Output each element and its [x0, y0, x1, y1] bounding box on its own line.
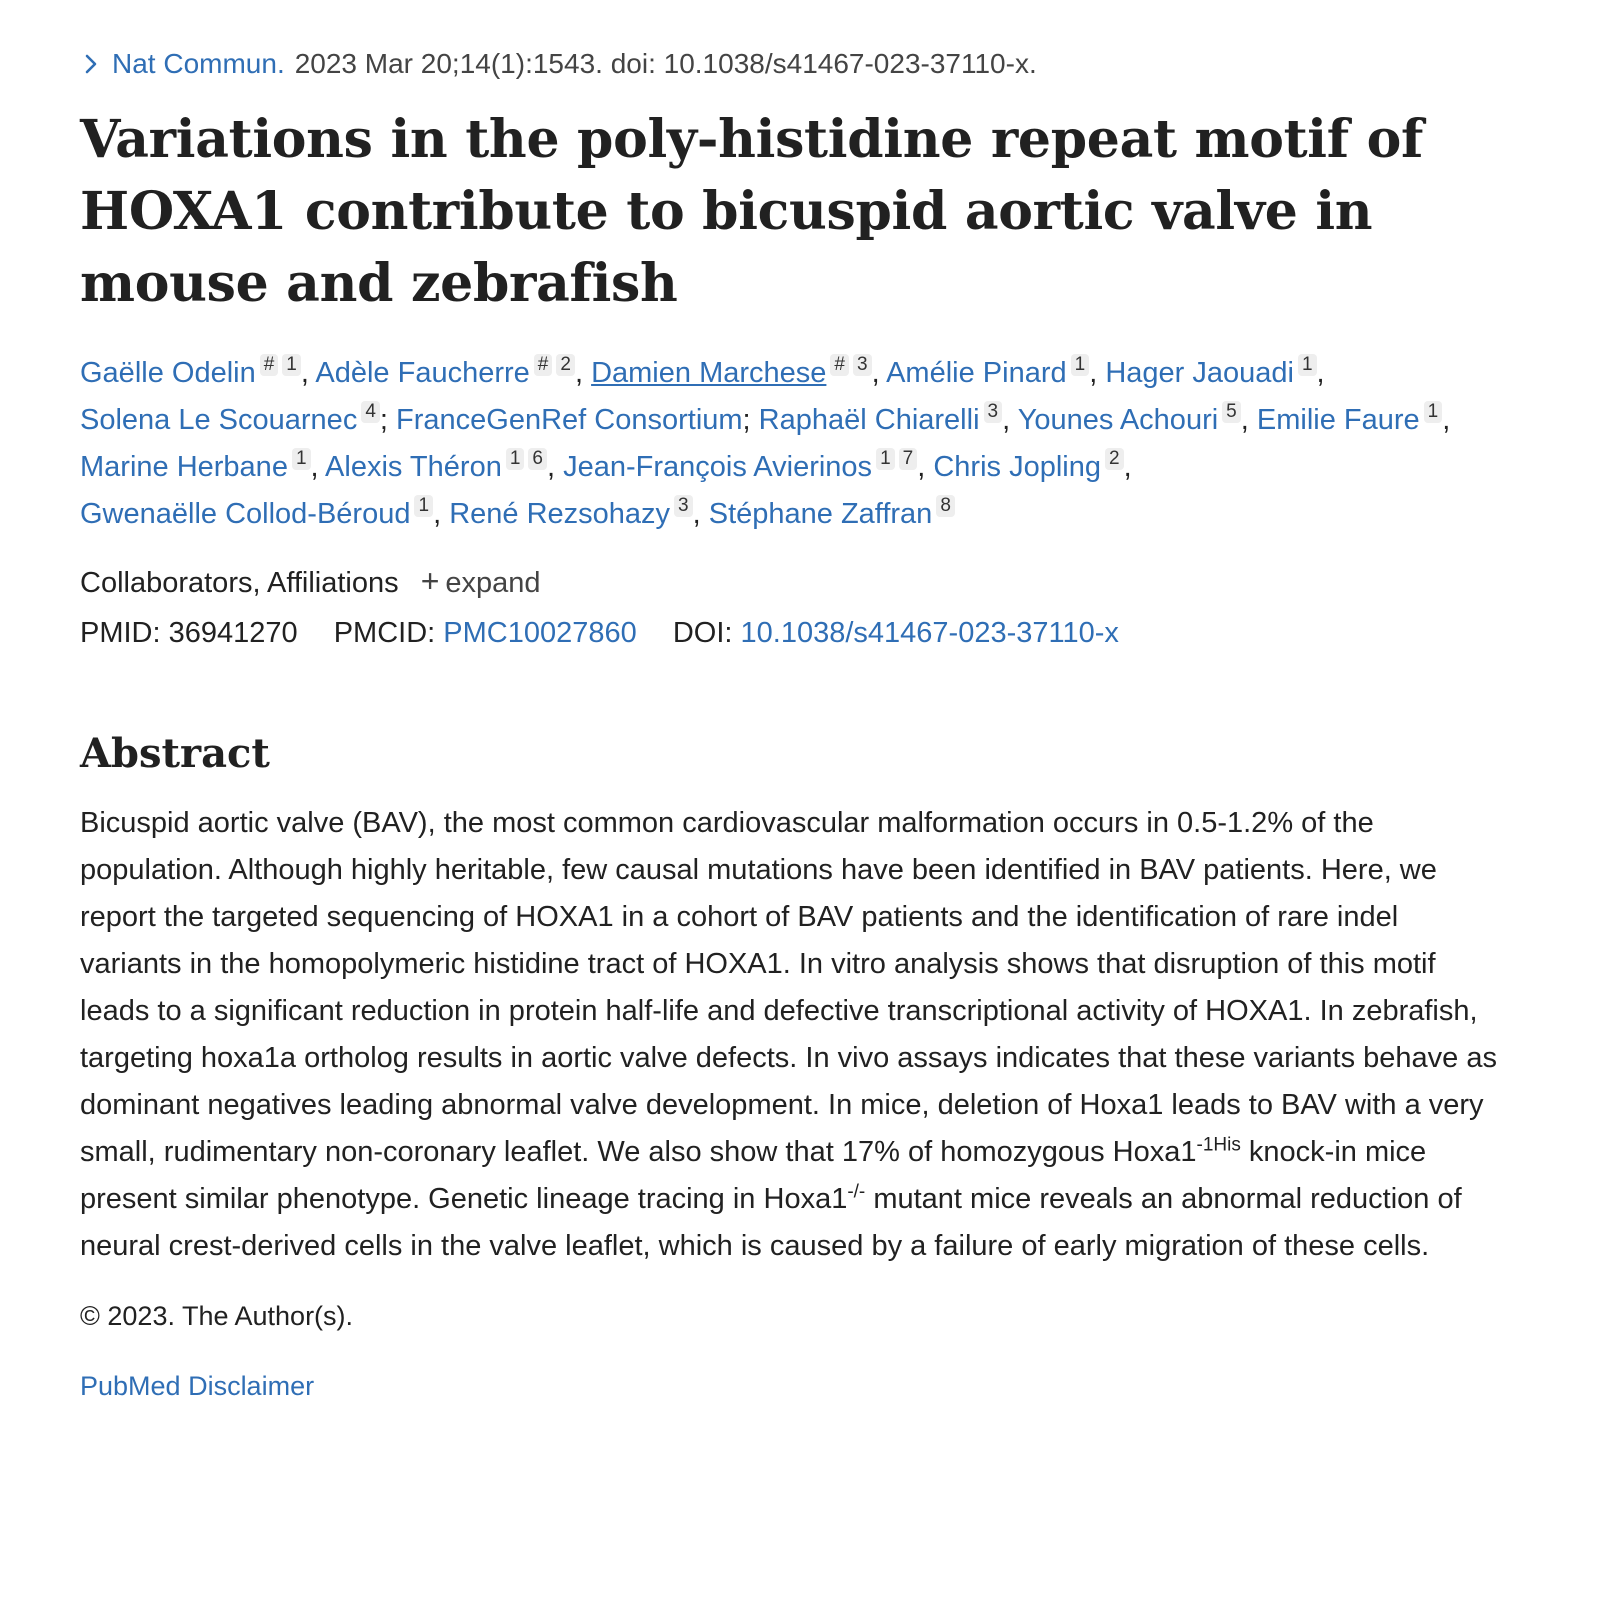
affiliation-marker[interactable]: 1 [292, 448, 311, 470]
author-name: Amélie Pinard [886, 357, 1067, 389]
author-link[interactable] [80, 354, 301, 389]
pmid-value: 36941270 [168, 617, 298, 649]
abstract-superscript-2: -/- [847, 1181, 866, 1203]
pmcid-link[interactable]: PMC10027860 [443, 617, 637, 649]
affiliation-marker[interactable]: 1 [1424, 401, 1443, 423]
equal-contribution-marker: # [260, 354, 279, 376]
chevron-right-icon[interactable] [80, 53, 102, 75]
author-name: Solena Le Scouarnec [80, 404, 358, 436]
author-link[interactable] [758, 401, 1002, 436]
affiliation-marker[interactable]: 1 [414, 495, 433, 517]
author-link[interactable] [80, 401, 380, 436]
citation-line [80, 44, 1526, 84]
author-separator: , [692, 498, 709, 530]
author-link[interactable] [1105, 354, 1316, 389]
affiliation-marker[interactable]: 3 [984, 401, 1003, 423]
author-name: Chris Jopling [933, 451, 1101, 483]
doi [673, 617, 1119, 649]
author-link[interactable] [1256, 401, 1442, 436]
author-separator: , [574, 357, 592, 389]
author-name: René Rezsohazy [449, 498, 671, 530]
author-separator: , [300, 357, 316, 389]
author-link[interactable] [80, 448, 311, 483]
affiliation-marker[interactable]: 7 [899, 448, 918, 470]
author-name: Stéphane Zaffran [708, 498, 933, 530]
author-link[interactable] [1017, 401, 1241, 436]
author-separator: , [1442, 404, 1451, 436]
author-name: Raphaël Chiarelli [758, 404, 980, 436]
affiliation-marker[interactable]: 1 [1071, 354, 1090, 376]
abstract-heading: Abstract [80, 730, 270, 777]
author-separator: , [310, 451, 326, 483]
author-link[interactable] [886, 354, 1089, 389]
affiliation-marker[interactable]: 1 [282, 354, 301, 376]
pmcid-label: PMCID: [333, 617, 436, 649]
abstract-text [80, 800, 1500, 1270]
author-separator: , [1089, 357, 1106, 389]
affiliation-marker[interactable]: 3 [853, 354, 872, 376]
author-separator: , [433, 498, 450, 530]
author-separator: ; [742, 404, 759, 436]
author-link[interactable] [315, 354, 575, 389]
author-name: FranceGenRef Consortium [396, 404, 743, 436]
affiliation-marker[interactable]: 6 [528, 448, 547, 470]
author-link[interactable] [933, 448, 1123, 483]
equal-contribution-marker: # [534, 354, 553, 376]
author-name: Gaëlle Odelin [80, 357, 256, 389]
abstract-part-3: mutant mice reveals an abnormal reduction of neural crest-derived cells in the valve leaflet, which is caused by a failure of early migration of these cells. [80, 1183, 1462, 1262]
author-link[interactable] [80, 495, 433, 530]
collaborators-affiliations-row [80, 556, 1526, 608]
author-name: Alexis Théron [325, 451, 502, 483]
author-separator: , [917, 451, 934, 483]
author-name: Younes Achouri [1017, 404, 1219, 436]
affiliation-marker[interactable]: 5 [1222, 401, 1241, 423]
author-separator: , [1316, 357, 1325, 389]
author-separator: ; [379, 404, 397, 436]
journal-link[interactable]: Nat Commun. [112, 48, 285, 79]
doi-link[interactable]: 10.1038/s41467-023-37110-x [740, 617, 1119, 649]
author-name: Hager Jaouadi [1105, 357, 1294, 389]
expand-label: expand [445, 567, 541, 599]
article-title: Variations in the poly-histidine repeat motif of HOXA1 contribute to bicuspid aortic valve in mouse and zebrafish [80, 109, 1424, 314]
author-name: Adèle Faucherre [315, 357, 530, 389]
affiliation-marker[interactable]: 3 [674, 495, 693, 517]
author-name: Jean-François Avierinos [563, 451, 873, 483]
abstract-superscript-1: -1His [1196, 1134, 1241, 1156]
author-name: Marine Herbane [80, 451, 288, 483]
pmcid [334, 617, 637, 649]
affiliation-marker[interactable]: 1 [506, 448, 525, 470]
author-name: Gwenaëlle Collod-Béroud [80, 498, 411, 530]
plus-icon: + [420, 563, 440, 599]
affiliation-marker[interactable]: 2 [1105, 448, 1124, 470]
author-separator: , [546, 451, 564, 483]
author-link[interactable] [563, 448, 917, 483]
author-separator: , [871, 357, 887, 389]
author-link[interactable] [708, 495, 955, 530]
author-link[interactable] [449, 495, 692, 530]
author-name: Damien Marchese [591, 357, 827, 389]
author-link[interactable] [591, 354, 871, 389]
author-name: Emilie Faure [1256, 404, 1420, 436]
identifiers-row [80, 608, 1526, 658]
pubmed-disclaimer-link[interactable]: PubMed Disclaimer [80, 1371, 315, 1401]
author-separator: , [1123, 451, 1132, 483]
affiliation-marker[interactable]: 4 [361, 401, 380, 423]
affiliation-marker[interactable]: 2 [556, 354, 575, 376]
pmid [80, 617, 298, 649]
author-link[interactable] [396, 404, 743, 436]
author-list [80, 350, 1500, 538]
author-separator: , [1002, 404, 1018, 436]
author-link[interactable] [325, 448, 547, 483]
doi-label: DOI: [672, 617, 733, 649]
expand-button[interactable] [420, 563, 541, 599]
copyright: © 2023. The Author(s). [80, 1301, 354, 1331]
equal-contribution-marker: # [830, 354, 849, 376]
affiliation-marker[interactable]: 8 [936, 495, 955, 517]
abstract-part-2: knock-in mice present similar phenotype. Genetic lineage tracing in Hoxa1 [80, 1136, 1427, 1215]
abstract-part-1: Bicuspid aortic valve (BAV), the most common cardiovascular malformation occurs in 0.5-1.2% of the population. Although highly heritable, few causal mutations have been identified in BAV patients. Here, we report the targeted sequencing of HOXA1 in a cohort of BAV patients and the identification of rare indel variants in the homopolymeric histidine tract of HOXA1. In vitro analysis shows that disruption of this motif leads to a significant reduction in protein half-life and defective transcriptional activity of HOXA1. In zebrafish, targeting hoxa1a ortholog results in aortic valve defects. In vivo assays indicates that these variants behave as dominant negatives leading abnormal valve development. In mice, deletion of Hoxa1 leads to BAV with a very small, rudimentary non-coronary leaflet. We also show that 17% of homozygous Hoxa1 [80, 807, 1497, 1168]
collaborators-label: Collaborators, Affiliations [80, 567, 399, 599]
citation-details: 2023 Mar 20;14(1):1543. doi: 10.1038/s41467-023-37110-x. [294, 48, 1037, 79]
author-separator: , [1240, 404, 1257, 436]
affiliation-marker[interactable]: 1 [876, 448, 895, 470]
affiliation-marker[interactable]: 1 [1298, 354, 1317, 376]
pmid-label: PMID: [80, 617, 161, 649]
